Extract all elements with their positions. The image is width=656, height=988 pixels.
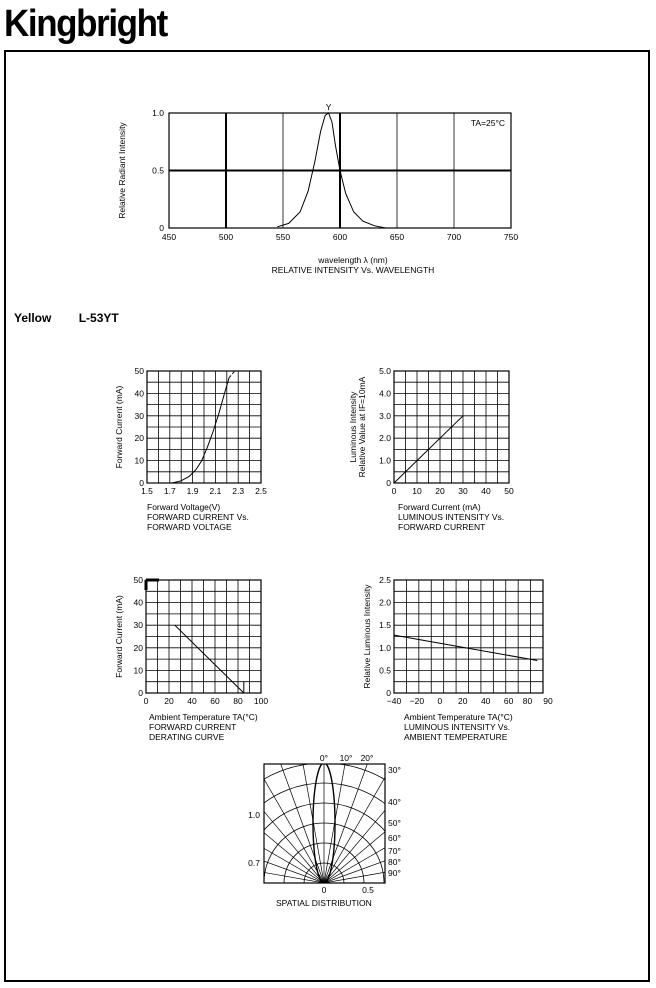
iv-ytick-label: 40 — [134, 388, 144, 399]
spatial-angle-label: 70° — [388, 846, 401, 856]
spectrum-chart — [169, 113, 511, 228]
temp-xtick-label: −20 — [409, 696, 425, 706]
li-ytick-label: 4.0 — [379, 388, 391, 399]
temp-xtick-label: 40 — [480, 696, 491, 706]
li-xtick-label: 20 — [435, 486, 445, 496]
spectrum-ytick-label: 0 — [159, 223, 164, 233]
iv-ytick-label: 20 — [134, 433, 144, 444]
spatial-spoke — [136, 815, 324, 883]
derating-xtick-label: 80 — [233, 696, 243, 706]
spatial-spoke — [324, 783, 497, 883]
temp-title: LUMINOUS INTENSITY Vs. AMBIENT TEMPERATURE — [404, 722, 511, 742]
temp-xtick-label: 80 — [522, 696, 533, 706]
spectrum-ylabel: Relative Radiant Intensity — [117, 122, 127, 219]
iv-xlabel: Forward Voltage(V) — [147, 502, 221, 512]
temp-xtick-label: 90 — [543, 696, 553, 706]
spatial-angle-label: 40° — [388, 797, 401, 807]
li-xtick-label: 30 — [458, 486, 468, 496]
temp-xtick-label: 0 — [437, 696, 443, 706]
spectrum-title: RELATIVE INTENSITY Vs. WAVELENGTH — [271, 265, 435, 275]
temp-ytick-label: 0.5 — [379, 665, 391, 676]
derating-xtick-label: 40 — [187, 696, 197, 706]
li-title: LUMINOUS INTENSITY Vs. FORWARD CURRENT — [398, 512, 505, 532]
product-color: Yellow — [14, 311, 52, 325]
iv-caption — [147, 502, 249, 532]
spatial-angle-label: 10° — [339, 753, 353, 763]
spatial-frame — [264, 764, 385, 883]
li-xtick-label: 50 — [504, 486, 514, 496]
temp-ytick-label: 2.0 — [379, 597, 391, 608]
spectrum-peak-label: Y — [325, 102, 332, 112]
spectrum-ytick-label: 0.5 — [152, 165, 164, 176]
temp-xtick-label: −40 — [386, 696, 402, 706]
iv-ytick-label: 0 — [139, 478, 144, 488]
derating-title: FORWARD CURRENT DERATING CURVE — [149, 722, 237, 742]
iv-chart — [147, 371, 261, 483]
derating-ytick-label: 10 — [133, 665, 143, 676]
derating-xtick-label: 60 — [210, 696, 220, 706]
li-ytick-label: 3.0 — [379, 410, 391, 421]
spectrum-xlabel: wavelength λ (nm) — [318, 255, 388, 265]
spectrum-xtick-label: 750 — [503, 232, 519, 242]
spatial-radius-label: 0.7 — [248, 858, 260, 868]
spatial-angle-label: 30° — [388, 765, 401, 775]
derating-xlabel: Ambient Temperature TA(°C) — [149, 712, 258, 722]
temp-xtick-label: 60 — [503, 696, 514, 706]
temp-ytick-label: 2.5 — [379, 575, 391, 585]
li-ytick-label: 5.0 — [379, 366, 391, 376]
li-caption — [398, 502, 504, 532]
spectrum-caption — [268, 255, 438, 275]
temp-ytick-label: 0 — [386, 688, 391, 698]
product-part-number: L-53YT — [78, 311, 119, 325]
li-xlabel: Forward Current (mA) — [398, 502, 481, 512]
li-xtick-label: 10 — [412, 486, 422, 496]
derating-caption — [149, 712, 258, 742]
spectrum-annotation: TA=25°C — [470, 118, 505, 128]
spatial-spoke — [151, 783, 324, 883]
temp-chart — [394, 580, 543, 693]
iv-xtick-label: 1.5 — [141, 486, 153, 496]
derating-ytick-label: 50 — [133, 575, 143, 585]
derating-xtick-label: 20 — [164, 696, 174, 706]
derating-xtick-label: 0 — [143, 696, 149, 706]
spatial-spoke — [324, 815, 512, 883]
iv-xtick-label: 1.7 — [163, 486, 176, 496]
spectrum-xtick-label: 600 — [332, 232, 348, 242]
spatial-angle-label: 60° — [388, 833, 401, 843]
derating-ytick-label: 40 — [133, 597, 143, 608]
spatial-angle-label: 0° — [319, 753, 329, 763]
derating-ytick-label: 0 — [138, 688, 143, 698]
derating-ytick-label: 20 — [133, 642, 143, 653]
iv-ytick-label: 50 — [134, 366, 144, 376]
spectrum-xtick-label: 550 — [275, 232, 291, 242]
iv-ytick-label: 10 — [134, 455, 144, 466]
derating-chart — [146, 580, 261, 693]
spatial-angle-label: 50° — [388, 818, 401, 828]
spatial-radius-label: 0 — [321, 885, 327, 895]
spatial-title: SPATIAL DISTRIBUTION — [276, 898, 372, 908]
temp-xlabel: Ambient Temperature TA(°C) — [404, 712, 513, 722]
li-chart — [394, 371, 509, 483]
iv-xtick-label: 2.1 — [209, 486, 222, 496]
iv-xtick-label: 2.3 — [232, 486, 245, 496]
temp-ylabel: Relative Luminous Intensity — [362, 584, 372, 689]
spectrum-xtick-label: 650 — [389, 232, 405, 242]
temp-ytick-label: 1.0 — [379, 642, 391, 653]
spatial-angle-label: 90° — [388, 868, 401, 878]
iv-ylabel: Forward Current (mA) — [114, 385, 124, 469]
spatial-radius-label: 1.0 — [248, 810, 260, 820]
kingbright-logo: Kingbright — [4, 3, 167, 45]
li-ytick-label: 1.0 — [379, 455, 391, 466]
li-ylabel: Relative Value at IF=10mA — [357, 376, 367, 478]
iv-xtick-label: 1.9 — [186, 486, 199, 496]
li-ytick-label: 2.0 — [379, 433, 391, 444]
spatial-angle-label: 20° — [360, 753, 374, 763]
iv-title: FORWARD CURRENT Vs. FORWARD VOLTAGE — [147, 512, 249, 532]
li-ylabel: Luminous Intensity — [348, 391, 358, 463]
iv-series-line-1 — [229, 371, 235, 378]
iv-ytick-label: 30 — [134, 410, 144, 421]
temp-ytick-label: 1.5 — [379, 620, 391, 631]
spectrum-xtick-label: 700 — [446, 232, 462, 242]
li-ytick-label: 0 — [386, 478, 391, 488]
li-xtick-label: 40 — [481, 486, 491, 496]
spatial-spoke — [324, 695, 392, 883]
spectrum-ytick-label: 1.0 — [152, 108, 164, 118]
spectrum-xtick-label: 500 — [218, 232, 234, 242]
derating-ylabel: Forward Current (mA) — [114, 595, 124, 678]
temp-xtick-label: 20 — [458, 696, 468, 706]
derating-ytick-label: 30 — [133, 620, 143, 631]
iv-xtick-label: 2.5 — [255, 486, 267, 496]
li-xtick-label: 0 — [391, 486, 397, 496]
spatial-angle-label: 80° — [388, 857, 401, 867]
spatial-caption — [276, 898, 372, 908]
derating-xtick-label: 100 — [253, 696, 269, 706]
temp-caption — [404, 712, 513, 742]
spectrum-xtick-label: 450 — [161, 232, 177, 242]
spatial-radius-label: 0.5 — [362, 885, 374, 895]
